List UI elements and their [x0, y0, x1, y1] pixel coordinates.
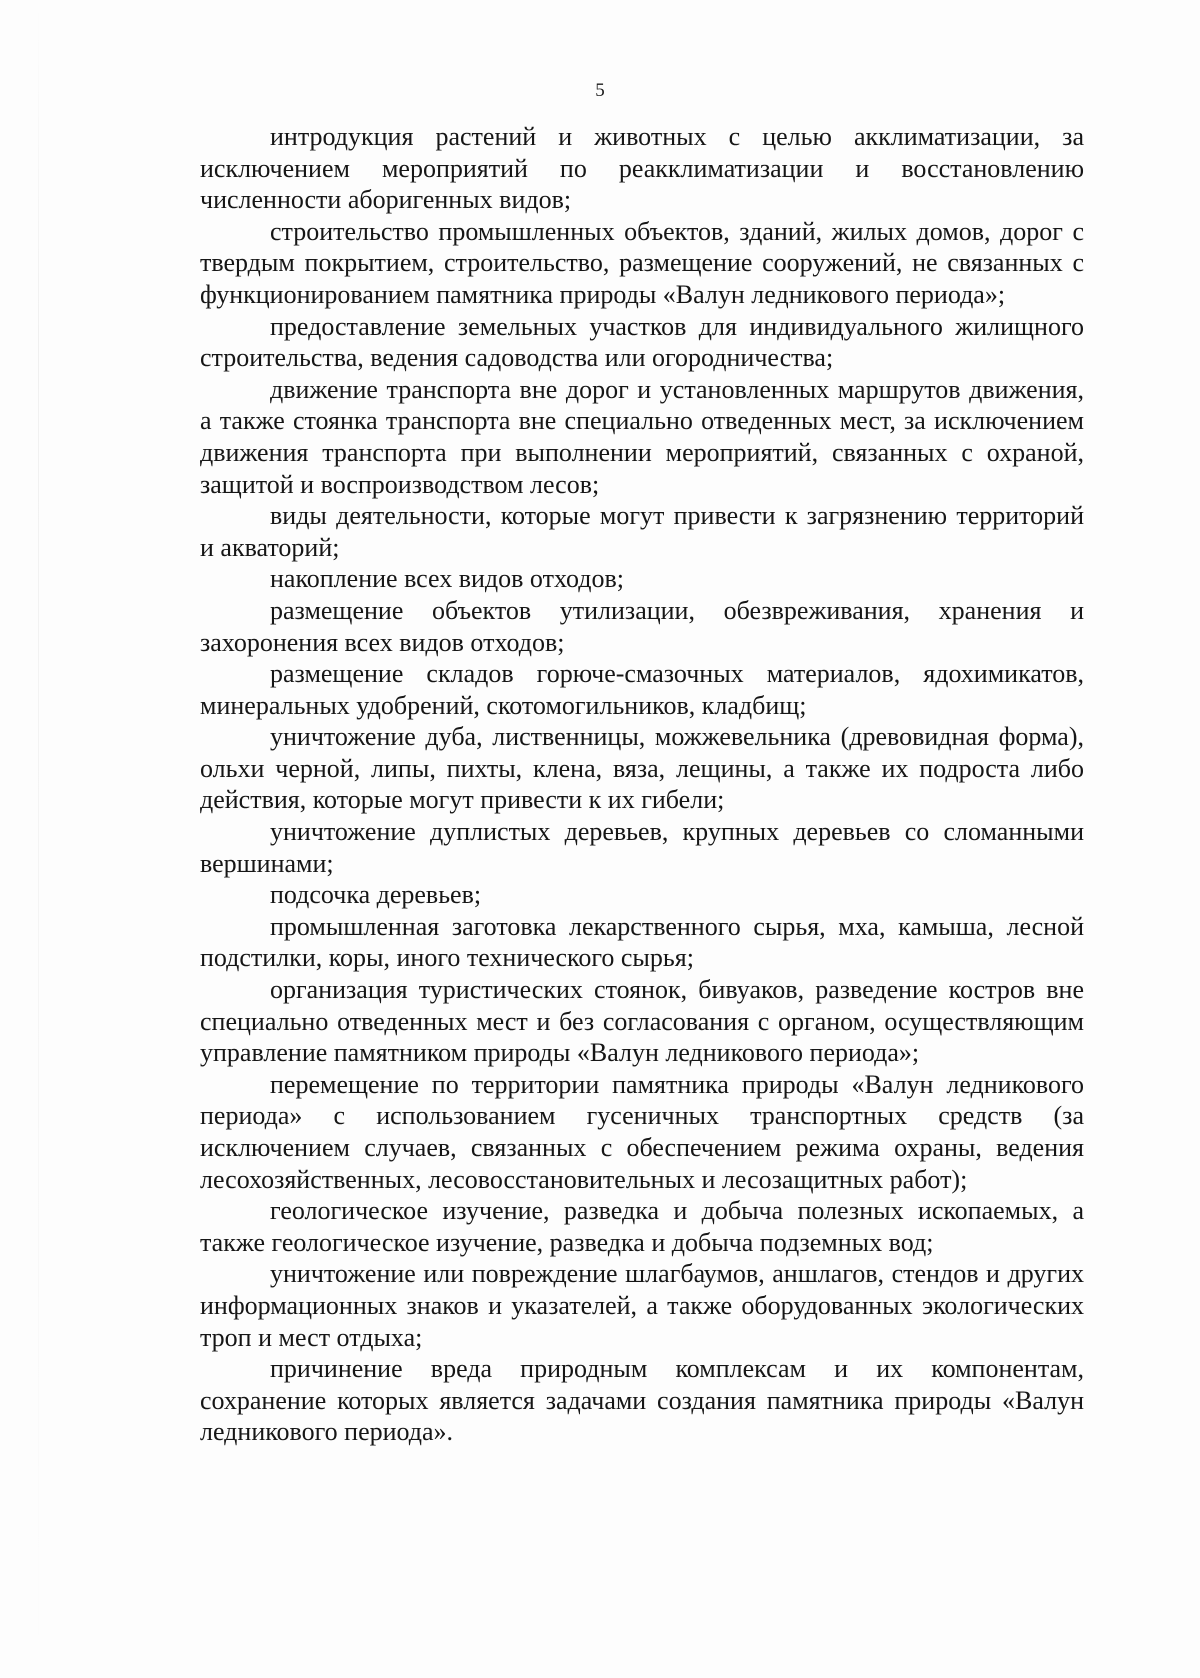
- paragraph-waste-facilities: размещение объектов утилизации, обезвреживания, хранения и захоронения всех видов отходов;: [200, 595, 1084, 657]
- paragraph-storage-warehouses: размещение складов горюче-смазочных материалов, ядохимикатов, минеральных удобрений, скотомогильников, кладбищ;: [200, 659, 1084, 720]
- paragraph-hollow-trees: уничтожение дуплистых деревьев, крупных деревьев со сломанными вершинами;: [200, 817, 1084, 878]
- paragraph-geological-study: геологическое изучение, разведка и добыча полезных ископаемых, а также геологическое изучение, разведка и добыча подземных вод;: [200, 1196, 1084, 1257]
- paragraph-industrial-harvesting: промышленная заготовка лекарственного сырья, мха, камыша, лесной подстилки, коры, иного технического сырья;: [200, 911, 1084, 973]
- paragraph-tracked-vehicles: перемещение по территории памятника природы «Валун ледникового периода» с использованием гусеничных транспортных средств (за исключением случаев, связанных с обеспечением режима охраны, ведения лесохозяйственных, лесовосстановительных и лесозащитных работ);: [200, 1069, 1084, 1194]
- paragraph-natural-complexes: причинение вреда природным комплексам и их компонентам, сохранение которых является задачами создания памятника природы «Валун ледникового периода».: [200, 1354, 1084, 1447]
- paragraph-transport-movement: движение транспорта вне дорог и установленных маршрутов движения, а также стоянка транспорта вне специально отведенных мест, за исключением движения транспорта при выполнении мероприятий, связанных с охраной, защитой и воспроизводством лесов;: [200, 374, 1084, 499]
- page-number: 5: [595, 80, 605, 101]
- scan-edge-line: [38, 0, 39, 1678]
- paragraph-signs-damage: уничтожение или повреждение шлагбаумов, аншлагов, стендов и других информационных знаков и указателей, а также оборудованных экологических троп и мест отдыха;: [200, 1259, 1084, 1352]
- paragraph-waste-accumulation: накопление всех видов отходов;: [270, 564, 624, 594]
- paragraph-construction: строительство промышленных объектов, зданий, жилых домов, дорог с твердым покрытием, строительство, размещение сооружений, не связанных с функционированием памятника природы «Валун ледникового периода»;: [200, 216, 1084, 309]
- paragraph-tree-tapping: подсочка деревьев;: [270, 880, 482, 910]
- paragraph-land-plots: предоставление земельных участков для индивидуального жилищного строительства, ведения садоводства или огородничества;: [200, 311, 1084, 373]
- paragraph-pollution-activities: виды деятельности, которые могут привести к загрязнению территорий и акваторий;: [200, 501, 1084, 562]
- paragraph-tree-destruction: уничтожение дуба, лиственницы, можжевельника (древовидная форма), ольхи черной, липы, пихты, клена, вяза, лещины, а также их подроста либо действия, которые могут привести к их гибели;: [200, 722, 1084, 815]
- document-body: [200, 121, 1084, 1448]
- paragraph-tourist-camps: организация туристических стоянок, бивуаков, разведение костров вне специально отведенных мест и без согласования с органом, осуществляющим управление памятником природы «Валун ледникового периода»;: [200, 975, 1084, 1068]
- paragraph-introduction-species: интродукция растений и животных с целью акклиматизации, за исключением мероприятий по реакклиматизации и восстановлению численности аборигенных видов;: [200, 122, 1084, 215]
